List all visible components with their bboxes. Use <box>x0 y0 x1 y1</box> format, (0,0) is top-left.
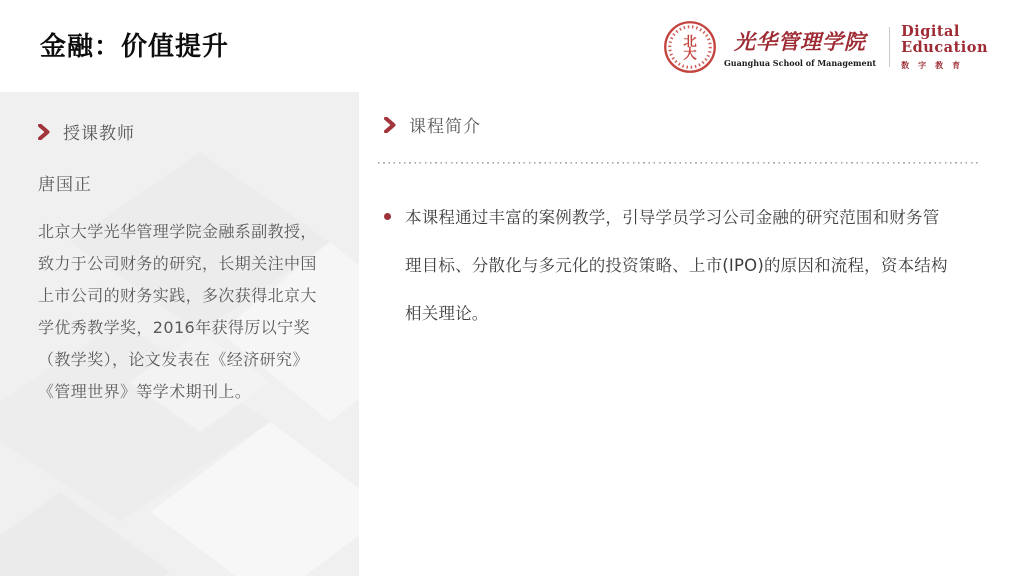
logo-school-name-cn: 光华管理学院 <box>734 29 867 54</box>
logo-digital-education-block <box>901 23 988 71</box>
page-title: 金融：价值提升 <box>40 32 230 62</box>
logo-digital-word1: Digital <box>901 23 960 40</box>
chevron-right-icon <box>384 117 396 133</box>
bullet-dot-icon <box>384 213 391 220</box>
instructor-bio: 北京大学光华管理学院金融系副教授，致力于公司财务的研究，长期关注中国上市公司的财务实践，多次获得北京大学优秀教学奖，2016年获得厉以宁奖（教学奖），论文发表在《经济研究》《管理世界》等学术期刊上。 <box>38 222 317 401</box>
logo-school-block <box>724 26 876 68</box>
instructor-panel <box>0 92 359 576</box>
chevron-right-icon <box>38 124 50 140</box>
logo <box>663 20 988 74</box>
logo-divider <box>889 27 890 67</box>
course-panel <box>384 112 984 338</box>
svg-text:北: 北 <box>683 34 697 51</box>
svg-text:大: 大 <box>683 46 697 63</box>
logo-digital-cn: 数字教育 <box>901 61 970 70</box>
pku-seal-icon <box>663 20 717 74</box>
instructor-section-title: 授课教师 <box>63 124 135 144</box>
course-section-header <box>384 112 984 137</box>
logo-school-name-en: Guanghua School of Management <box>723 58 877 68</box>
course-section-title: 课程简介 <box>409 117 481 137</box>
course-bullet-text: 本课程通过丰富的案例教学，引导学员学习公司金融的研究范围和财务管理目标、分散化与多元化的投资策略、上市(IPO)的原因和流程，资本结构相关理论。 <box>405 208 948 323</box>
course-bullet-item <box>384 194 984 338</box>
instructor-section-header <box>38 119 326 144</box>
instructor-panel-content <box>0 92 359 408</box>
dotted-divider <box>378 162 978 164</box>
logo-digital-word2: Education <box>901 39 988 56</box>
instructor-name: 唐国正 <box>38 175 92 195</box>
